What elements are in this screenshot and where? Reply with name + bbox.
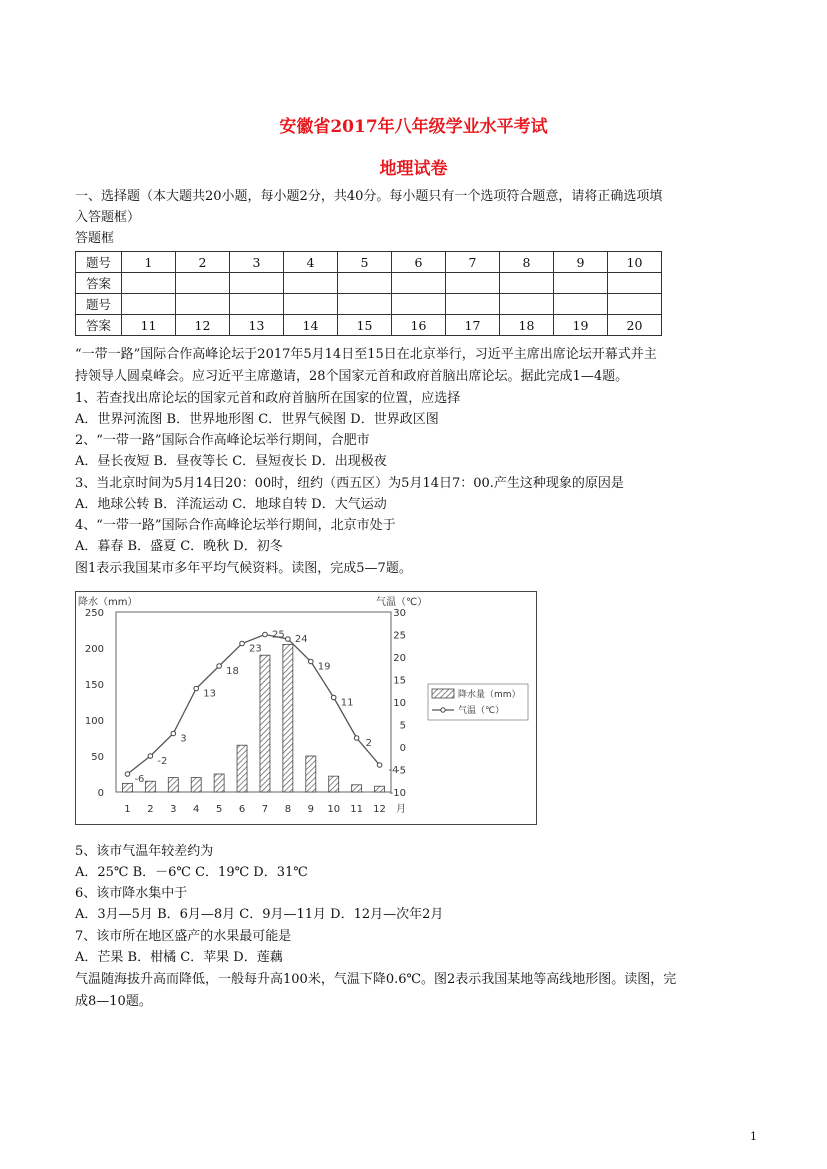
answer-table-cell: 8 bbox=[500, 252, 554, 273]
answer-table-cell bbox=[284, 273, 338, 294]
x-tick-label: 5 bbox=[215, 804, 223, 815]
answer-table-cell bbox=[446, 273, 500, 294]
precipitation-bar bbox=[352, 785, 362, 792]
legend-precipitation-label: 降水量（mm） bbox=[458, 690, 521, 700]
answer-table-row bbox=[76, 252, 662, 273]
temperature-point bbox=[125, 772, 130, 777]
precipitation-bar bbox=[283, 644, 293, 792]
y-right-tick-label: 0 bbox=[399, 743, 406, 754]
y-right-tick-label: 10 bbox=[393, 698, 406, 709]
answer-table-row-label: 题号 bbox=[76, 294, 122, 315]
temperature-label: 23 bbox=[249, 643, 262, 655]
y-right-tick-label: 15 bbox=[393, 675, 406, 687]
answer-table-cell: 1 bbox=[122, 252, 176, 273]
question-2-options: A．昼长夜短 B．昼夜等长 C．昼短夜长 D．出现极夜 bbox=[75, 454, 387, 469]
answer-table-cell: 20 bbox=[608, 315, 662, 336]
answer-table-cell: 10 bbox=[608, 252, 662, 273]
answer-table-cell: 3 bbox=[230, 252, 284, 273]
question-1-options: A．世界河流图 B．世界地形图 C．世界气候图 D．世界政区图 bbox=[75, 412, 439, 427]
temperature-label: -2 bbox=[157, 756, 168, 767]
answer-table-cell bbox=[338, 273, 392, 294]
answer-table-cell bbox=[122, 294, 176, 315]
temperature-label: 13 bbox=[203, 688, 216, 700]
answer-table-cell bbox=[230, 273, 284, 294]
page-number: 1 bbox=[750, 1130, 757, 1143]
answer-table-cell bbox=[392, 294, 446, 315]
y-left-tick-label: 100 bbox=[84, 716, 104, 727]
answer-table-cell: 4 bbox=[284, 252, 338, 273]
answer-table-row-label: 答案 bbox=[76, 273, 122, 294]
temperature-label: 25 bbox=[271, 629, 285, 641]
page-subtitle: 地理试卷 bbox=[379, 159, 448, 179]
precipitation-bar bbox=[214, 774, 224, 792]
answer-table-cell bbox=[554, 294, 608, 315]
answer-table-cell: 5 bbox=[338, 252, 392, 273]
x-tick-label: 11 bbox=[350, 804, 363, 815]
temperature-point bbox=[194, 686, 199, 691]
y-right-tick-label: 5 bbox=[399, 720, 406, 732]
answer-table-cell: 9 bbox=[554, 252, 608, 273]
temperature-point bbox=[263, 632, 268, 637]
question-2-stem: 2、“一带一路”国际合作高峰论坛举行期间，合肥市 bbox=[75, 433, 370, 448]
question-4-options: A．暮春 B．盛夏 C．晚秋 D．初冬 bbox=[75, 539, 283, 554]
answer-table-cell: 13 bbox=[230, 315, 284, 336]
temperature-point bbox=[240, 641, 245, 646]
x-tick-label: 9 bbox=[307, 804, 314, 815]
y-left-tick-label: 200 bbox=[84, 644, 104, 655]
precipitation-bar bbox=[260, 655, 270, 792]
section-instruction-line2: 入答题框） bbox=[75, 210, 141, 225]
passage2-line2: 成8—10题。 bbox=[75, 994, 152, 1009]
precipitation-bar bbox=[329, 776, 339, 792]
x-tick-label: 2 bbox=[147, 804, 154, 815]
legend-precipitation-swatch bbox=[432, 689, 454, 698]
answer-table-cell bbox=[554, 273, 608, 294]
answer-table bbox=[75, 251, 662, 336]
passage1-line1: “一带一路”国际合作高峰论坛于2017年5月14日至15日在北京举行，习近平主席出席论坛开幕式并主 bbox=[75, 347, 657, 362]
answer-table-cell: 19 bbox=[554, 315, 608, 336]
answer-table-row-label: 题号 bbox=[76, 252, 122, 273]
precipitation-bar bbox=[306, 756, 316, 792]
answer-table-cell bbox=[284, 294, 338, 315]
temperature-label: -6 bbox=[134, 774, 145, 785]
precipitation-bar bbox=[122, 783, 132, 792]
answer-table-row bbox=[76, 294, 662, 315]
answer-table-cell: 14 bbox=[284, 315, 338, 336]
question-6-options: A．3月—5月 B．6月—8月 C．9月—11月 D．12月—次年2月 bbox=[75, 907, 444, 922]
passage2-line1: 气温随海拔升高而降低，一般每升高100米，气温下降0.6℃。图2表示我国某地等高线地形图。读图，完 bbox=[75, 972, 677, 987]
question-5-options: A．25℃ B．－6℃ C．19℃ D．31℃ bbox=[75, 865, 308, 880]
question-5-stem: 5、该市气温年较差约为 bbox=[75, 844, 214, 859]
y-right-axis-title: 气温（℃） bbox=[376, 597, 428, 608]
question-7-options: A．芒果 B．柑橘 C．苹果 D．莲藕 bbox=[75, 950, 283, 965]
temperature-point bbox=[286, 637, 291, 642]
temperature-label: 19 bbox=[317, 661, 331, 673]
x-tick-label: 12 bbox=[373, 804, 386, 815]
temperature-point bbox=[171, 731, 176, 736]
y-left-axis-title: 降水（mm） bbox=[78, 597, 138, 608]
answer-table-row-label: 答案 bbox=[76, 315, 122, 336]
x-tick-label: 8 bbox=[284, 804, 292, 815]
temperature-point bbox=[217, 664, 222, 669]
question-3-options: A．地球公转 B．洋流运动 C．地球自转 D．大气运动 bbox=[75, 497, 387, 512]
temperature-label: 24 bbox=[294, 634, 308, 645]
temperature-point bbox=[377, 763, 382, 768]
answer-table-cell bbox=[176, 273, 230, 294]
question-3-stem: 3、当北京时间为5月14日20：00时，纽约（西五区）为5月14日7：00.产生这种现象的原因是 bbox=[75, 476, 624, 491]
passage1-line2: 持领导人圆桌峰会。应习近平主席邀请，28个国家元首和政府首脑出席论坛。据此完成1—4题。 bbox=[75, 369, 629, 384]
precipitation-bar bbox=[168, 778, 178, 792]
answer-table-cell bbox=[122, 273, 176, 294]
precipitation-bar bbox=[375, 786, 385, 792]
answer-table-row bbox=[76, 315, 662, 336]
answer-table-row bbox=[76, 273, 662, 294]
answer-table-cell bbox=[176, 294, 230, 315]
temperature-point bbox=[308, 659, 313, 664]
temperature-point bbox=[331, 695, 336, 700]
answer-table-cell bbox=[446, 294, 500, 315]
question-6-stem: 6、该市降水集中于 bbox=[75, 886, 188, 901]
legend-temperature-marker bbox=[441, 708, 445, 712]
y-left-tick-label: 150 bbox=[84, 680, 104, 691]
precipitation-bar bbox=[145, 781, 155, 792]
x-axis-unit: 月 bbox=[396, 804, 406, 815]
y-left-tick-label: 250 bbox=[84, 608, 104, 619]
answer-table-cell bbox=[230, 294, 284, 315]
answer-table-cell: 11 bbox=[122, 315, 176, 336]
answer-table-cell bbox=[608, 294, 662, 315]
answer-table-cell bbox=[392, 273, 446, 294]
answer-table-cell bbox=[500, 273, 554, 294]
page-title: 安徽省2017年八年级学业水平考试 bbox=[279, 117, 548, 137]
answer-table-cell: 7 bbox=[446, 252, 500, 273]
climate-chart bbox=[75, 591, 537, 825]
y-right-tick-label: -5 bbox=[396, 765, 406, 777]
question-1-stem: 1、若查找出席论坛的国家元首和政府首脑所在国家的位置，应选择 bbox=[75, 391, 461, 406]
y-right-tick-label: -10 bbox=[389, 788, 406, 799]
temperature-label: -4 bbox=[388, 765, 399, 776]
y-left-tick-label: 0 bbox=[97, 788, 104, 799]
section-instruction-line1: 一、选择题（本大题共20小题，每小题2分，共40分。每小题只有一个选项符合题意，请将正确选项填 bbox=[75, 189, 663, 204]
x-tick-label: 3 bbox=[170, 804, 177, 815]
x-tick-label: 10 bbox=[327, 804, 341, 815]
y-right-tick-label: 30 bbox=[393, 608, 406, 619]
question-7-stem: 7、该市所在地区盛产的水果最可能是 bbox=[75, 929, 292, 944]
answer-table-cell: 12 bbox=[176, 315, 230, 336]
y-right-tick-label: 25 bbox=[393, 630, 406, 642]
legend-temperature-label: 气温（℃） bbox=[458, 706, 505, 716]
x-tick-label: 4 bbox=[193, 804, 200, 815]
x-tick-label: 7 bbox=[261, 804, 269, 815]
y-right-tick-label: 20 bbox=[393, 653, 406, 664]
question-4-stem: 4、“一带一路”国际合作高峰论坛举行期间，北京市处于 bbox=[75, 518, 396, 533]
answer-table-cell bbox=[338, 294, 392, 315]
temperature-label: 11 bbox=[340, 697, 354, 709]
answer-table-cell bbox=[500, 294, 554, 315]
precipitation-bar bbox=[191, 778, 201, 792]
answer-table-cell bbox=[608, 273, 662, 294]
x-tick-label: 6 bbox=[238, 804, 246, 815]
temperature-point bbox=[148, 754, 153, 759]
temperature-label: 2 bbox=[365, 738, 372, 749]
answer-table-cell: 2 bbox=[176, 252, 230, 273]
temperature-label: 18 bbox=[226, 666, 239, 677]
y-left-tick-label: 50 bbox=[91, 752, 104, 763]
temperature-point bbox=[354, 736, 359, 741]
answer-table-cell: 16 bbox=[392, 315, 446, 336]
x-tick-label: 1 bbox=[124, 804, 131, 815]
figure-intro: 图1表示我国某市多年平均气候资料。读图，完成5—7题。 bbox=[75, 561, 412, 576]
answer-table-cell: 18 bbox=[500, 315, 554, 336]
temperature-label: 3 bbox=[180, 733, 187, 745]
answer-table-cell: 6 bbox=[392, 252, 446, 273]
answer-table-cell: 15 bbox=[338, 315, 392, 336]
precipitation-bar bbox=[237, 745, 247, 792]
answer-table-cell: 17 bbox=[446, 315, 500, 336]
answer-box-label: 答题框 bbox=[75, 231, 115, 246]
